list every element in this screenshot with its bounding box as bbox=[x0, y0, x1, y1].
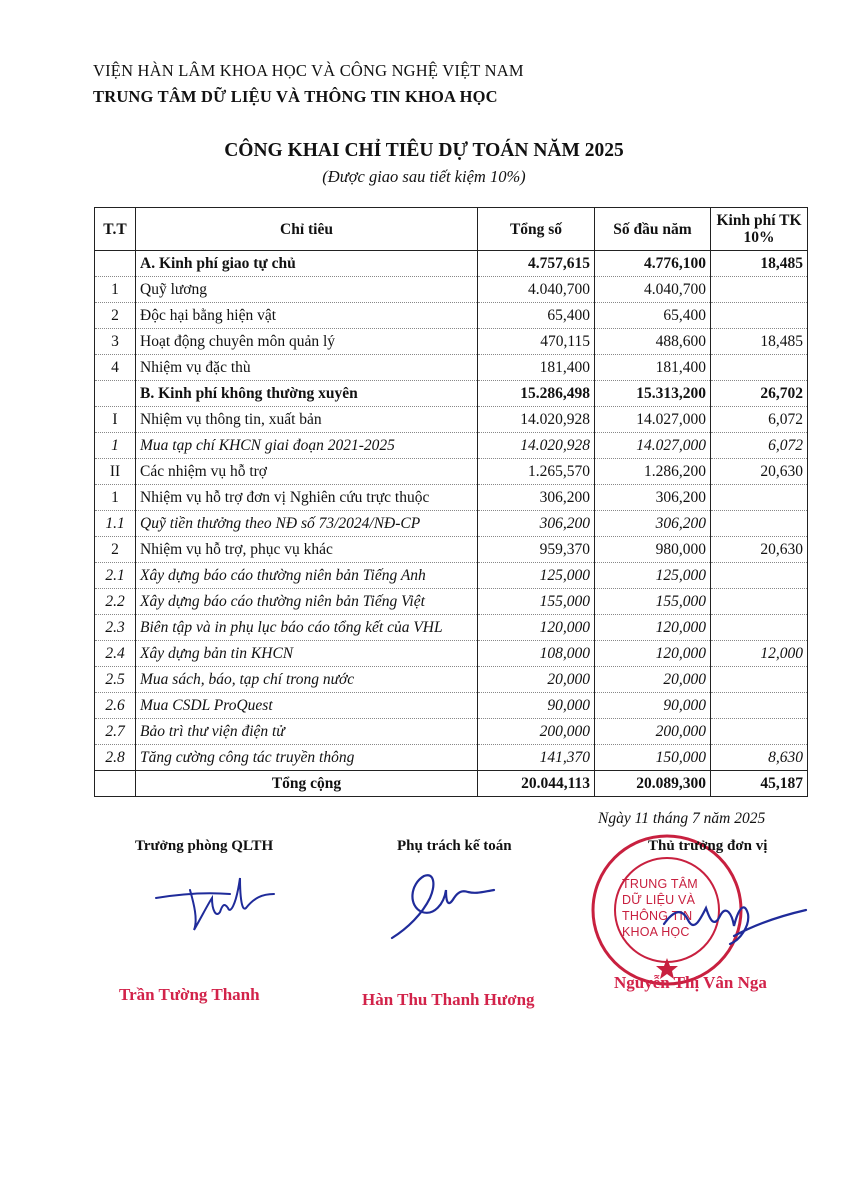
table-cell-saving bbox=[711, 511, 808, 537]
table-cell-start: 20,000 bbox=[595, 667, 711, 693]
table-row bbox=[95, 459, 808, 485]
table-cell-saving bbox=[711, 563, 808, 589]
table-cell-name: Tăng cường công tác truyền thông bbox=[136, 745, 478, 771]
table-row bbox=[95, 745, 808, 771]
table-cell-total: 959,370 bbox=[478, 537, 595, 563]
table-cell-saving: 18,485 bbox=[711, 251, 808, 277]
col-header-total: Tổng số bbox=[478, 208, 595, 251]
table-cell-start: 120,000 bbox=[595, 615, 711, 641]
table-cell-tt: 1.1 bbox=[95, 511, 136, 537]
table-row bbox=[95, 381, 808, 407]
table-cell-start: 15.313,200 bbox=[595, 381, 711, 407]
table-cell-saving: 6,072 bbox=[711, 433, 808, 459]
table-cell-total: 306,200 bbox=[478, 485, 595, 511]
col-header-saving-line2: 10% bbox=[743, 229, 775, 246]
table-cell-name: Xây dựng báo cáo thường niên bản Tiếng Việt bbox=[136, 589, 478, 615]
table-cell-name: Nhiệm vụ thông tin, xuất bản bbox=[136, 407, 478, 433]
signer-name: Nguyễn Thị Vân Nga bbox=[614, 973, 767, 992]
table-cell-name: Mua tạp chí KHCN giai đoạn 2021-2025 bbox=[136, 433, 478, 459]
table-cell-name: Mua sách, báo, tạp chí trong nước bbox=[136, 667, 478, 693]
table-row bbox=[95, 563, 808, 589]
table-row bbox=[95, 329, 808, 355]
table-cell-name: Độc hại bằng hiện vật bbox=[136, 303, 478, 329]
table-cell-total: 14.020,928 bbox=[478, 433, 595, 459]
table-cell-tt bbox=[95, 381, 136, 407]
table-cell-saving bbox=[711, 485, 808, 511]
table-cell-name: Xây dựng báo cáo thường niên bản Tiếng Anh bbox=[136, 563, 478, 589]
table-cell-start: 4.776,100 bbox=[595, 251, 711, 277]
table-row bbox=[95, 277, 808, 303]
table-cell-total: 90,000 bbox=[478, 693, 595, 719]
table-cell-tt bbox=[95, 251, 136, 277]
table-cell-name: B. Kinh phí không thường xuyên bbox=[136, 381, 478, 407]
table-row bbox=[95, 589, 808, 615]
col-header-tt: T.T bbox=[95, 208, 136, 251]
table-cell-tt: 2 bbox=[95, 537, 136, 563]
table-cell-saving: 20,630 bbox=[711, 459, 808, 485]
table-cell-tt: 1 bbox=[95, 277, 136, 303]
table-cell-name: Nhiệm vụ đặc thù bbox=[136, 355, 478, 381]
table-cell-saving: 12,000 bbox=[711, 641, 808, 667]
signer-name: Trần Tường Thanh bbox=[119, 985, 260, 1004]
table-cell-tt: 1 bbox=[95, 433, 136, 459]
table-cell-start: 1.286,200 bbox=[595, 459, 711, 485]
col-header-start: Số đầu năm bbox=[595, 208, 711, 251]
table-cell-start: 306,200 bbox=[595, 511, 711, 537]
table-row bbox=[95, 485, 808, 511]
table-cell-start: 155,000 bbox=[595, 589, 711, 615]
col-header-name: Chỉ tiêu bbox=[136, 208, 478, 251]
table-cell-tt: 2.1 bbox=[95, 563, 136, 589]
table-cell-name: Xây dựng bản tin KHCN bbox=[136, 641, 478, 667]
total-label: Tổng cộng bbox=[136, 771, 478, 797]
table-cell-name: Nhiệm vụ hỗ trợ, phục vụ khác bbox=[136, 537, 478, 563]
table-cell-tt: 2.8 bbox=[95, 745, 136, 771]
table-cell-tt: 2.5 bbox=[95, 667, 136, 693]
table-cell-tt: 3 bbox=[95, 329, 136, 355]
table-cell-tt: 2.2 bbox=[95, 589, 136, 615]
table-total-row bbox=[95, 771, 808, 797]
table-cell-tt bbox=[95, 771, 136, 797]
table-cell-start: 980,000 bbox=[595, 537, 711, 563]
table-cell-total: 125,000 bbox=[478, 563, 595, 589]
table-row bbox=[95, 303, 808, 329]
table-cell-start: 306,200 bbox=[595, 485, 711, 511]
table-cell-total: 15.286,498 bbox=[478, 381, 595, 407]
table-cell-name: Quỹ tiền thưởng theo NĐ số 73/2024/NĐ-CP bbox=[136, 511, 478, 537]
table-cell-saving bbox=[711, 589, 808, 615]
signer-role: Trưởng phòng QLTH bbox=[135, 838, 274, 854]
signature-2 bbox=[388, 862, 508, 952]
table-row bbox=[95, 719, 808, 745]
table-cell-start: 14.027,000 bbox=[595, 407, 711, 433]
table-row bbox=[95, 355, 808, 381]
table-cell-tt: I bbox=[95, 407, 136, 433]
signer-name: Hàn Thu Thanh Hương bbox=[362, 990, 535, 1009]
table-cell-saving bbox=[711, 615, 808, 641]
table-cell-start: 125,000 bbox=[595, 563, 711, 589]
table-cell-name: Mua CSDL ProQuest bbox=[136, 693, 478, 719]
table-cell-name: Hoạt động chuyên môn quản lý bbox=[136, 329, 478, 355]
table-cell-saving bbox=[711, 277, 808, 303]
table-cell-total: 65,400 bbox=[478, 303, 595, 329]
table-body bbox=[95, 251, 808, 771]
table-cell-start: 4.040,700 bbox=[595, 277, 711, 303]
document-date: Ngày 11 tháng 7 năm 2025 bbox=[598, 810, 766, 827]
total-start: 20.089,300 bbox=[595, 771, 711, 797]
table-cell-start: 14.027,000 bbox=[595, 433, 711, 459]
table-cell-total: 4.040,700 bbox=[478, 277, 595, 303]
table-cell-name: Quỹ lương bbox=[136, 277, 478, 303]
stamp-line: DỮ LIỆU VÀ bbox=[622, 893, 696, 907]
table-row bbox=[95, 693, 808, 719]
table-cell-start: 181,400 bbox=[595, 355, 711, 381]
document-subtitle: (Được giao sau tiết kiệm 10%) bbox=[322, 167, 526, 186]
table-cell-start: 488,600 bbox=[595, 329, 711, 355]
stamp-line: THÔNG TIN bbox=[622, 909, 693, 923]
table-cell-tt: 2.6 bbox=[95, 693, 136, 719]
table-cell-total: 200,000 bbox=[478, 719, 595, 745]
table-cell-start: 65,400 bbox=[595, 303, 711, 329]
table-cell-saving bbox=[711, 667, 808, 693]
table-cell-tt: 2.4 bbox=[95, 641, 136, 667]
table-cell-name: A. Kinh phí giao tự chủ bbox=[136, 251, 478, 277]
table-cell-total: 181,400 bbox=[478, 355, 595, 381]
table-cell-saving: 6,072 bbox=[711, 407, 808, 433]
col-header-saving-line1: Kinh phí TK bbox=[716, 212, 802, 229]
table-cell-saving: 26,702 bbox=[711, 381, 808, 407]
signature-1 bbox=[150, 868, 280, 948]
table-cell-saving: 20,630 bbox=[711, 537, 808, 563]
table-cell-tt: 4 bbox=[95, 355, 136, 381]
signature-3 bbox=[660, 880, 810, 970]
signer-role: Thủ trưởng đơn vị bbox=[648, 838, 768, 854]
table-cell-name: Nhiệm vụ hỗ trợ đơn vị Nghiên cứu trực thuộc bbox=[136, 485, 478, 511]
table-cell-total: 470,115 bbox=[478, 329, 595, 355]
table-cell-name: Các nhiệm vụ hỗ trợ bbox=[136, 459, 478, 485]
table-cell-total: 4.757,615 bbox=[478, 251, 595, 277]
col-header-saving bbox=[711, 208, 808, 251]
table-row bbox=[95, 615, 808, 641]
table-cell-total: 306,200 bbox=[478, 511, 595, 537]
table-cell-start: 120,000 bbox=[595, 641, 711, 667]
total-sum: 20.044,113 bbox=[478, 771, 595, 797]
table-row bbox=[95, 667, 808, 693]
budget-table bbox=[94, 207, 808, 797]
table-cell-tt: 2.3 bbox=[95, 615, 136, 641]
table-cell-start: 150,000 bbox=[595, 745, 711, 771]
table-row bbox=[95, 641, 808, 667]
table-row bbox=[95, 407, 808, 433]
table-cell-saving: 8,630 bbox=[711, 745, 808, 771]
org-name-line2: TRUNG TÂM DỮ LIỆU VÀ THÔNG TIN KHOA HỌC bbox=[93, 87, 498, 106]
table-cell-saving bbox=[711, 355, 808, 381]
table-header-row bbox=[95, 208, 808, 251]
table-cell-total: 141,370 bbox=[478, 745, 595, 771]
org-name-line1: VIỆN HÀN LÂM KHOA HỌC VÀ CÔNG NGHỆ VIỆT NAM bbox=[93, 61, 524, 80]
stamp-line: KHOA HỌC bbox=[622, 925, 690, 939]
stamp-line: TRUNG TÂM bbox=[622, 877, 698, 891]
table-cell-saving bbox=[711, 719, 808, 745]
table-cell-total: 108,000 bbox=[478, 641, 595, 667]
table-row bbox=[95, 433, 808, 459]
table-cell-saving bbox=[711, 693, 808, 719]
table-cell-total: 1.265,570 bbox=[478, 459, 595, 485]
document-title: CÔNG KHAI CHỈ TIÊU DỰ TOÁN NĂM 2025 bbox=[224, 140, 624, 161]
table-cell-name: Biên tập và in phụ lục báo cáo tổng kết của VHL bbox=[136, 615, 478, 641]
table-cell-tt: II bbox=[95, 459, 136, 485]
table-cell-tt: 2.7 bbox=[95, 719, 136, 745]
table-cell-saving: 18,485 bbox=[711, 329, 808, 355]
table-cell-name: Bảo trì thư viện điện tử bbox=[136, 719, 478, 745]
table-cell-tt: 1 bbox=[95, 485, 136, 511]
table-cell-start: 90,000 bbox=[595, 693, 711, 719]
table-row bbox=[95, 251, 808, 277]
table-cell-total: 20,000 bbox=[478, 667, 595, 693]
table-cell-saving bbox=[711, 303, 808, 329]
table-row bbox=[95, 537, 808, 563]
total-saving: 45,187 bbox=[711, 771, 808, 797]
table-cell-total: 120,000 bbox=[478, 615, 595, 641]
table-row bbox=[95, 511, 808, 537]
table-cell-tt: 2 bbox=[95, 303, 136, 329]
table-cell-total: 155,000 bbox=[478, 589, 595, 615]
table-cell-total: 14.020,928 bbox=[478, 407, 595, 433]
table-cell-start: 200,000 bbox=[595, 719, 711, 745]
signer-role: Phụ trách kế toán bbox=[397, 838, 512, 854]
